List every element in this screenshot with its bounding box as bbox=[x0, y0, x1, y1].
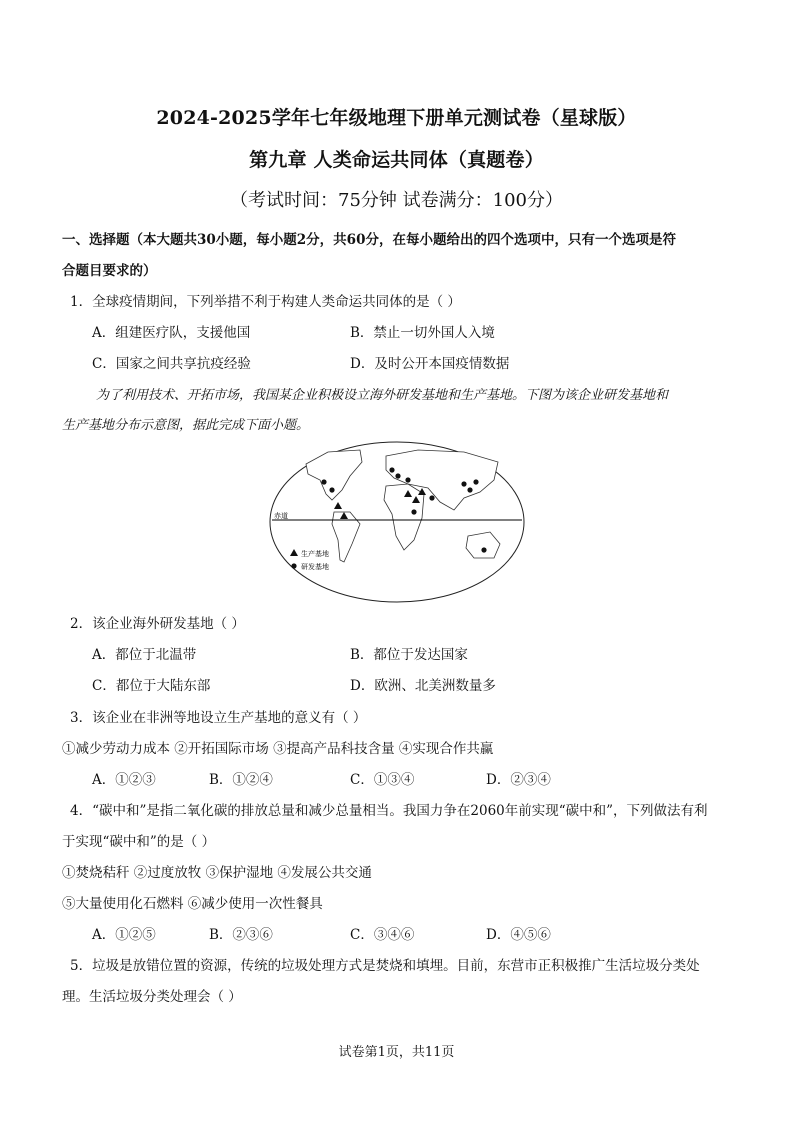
question-4-stem-cont: 于实现“碳中和”的是（ ） bbox=[62, 834, 216, 850]
q1-option-a[interactable]: A．组建医疗队，支援他国 bbox=[92, 325, 251, 341]
q2-option-b[interactable]: B．都位于发达国家 bbox=[350, 647, 468, 663]
q3-option-a[interactable]: A．①②③ bbox=[92, 772, 156, 788]
legend-production-label: 生产基地 bbox=[301, 550, 329, 558]
legend-rd-label: 研发基地 bbox=[301, 563, 329, 571]
question-4-stem: 4．“碳中和”是指二氧化碳的排放总量和减少总量相当。我国力争在2060年前实现“碳中和”，下列做法有利 bbox=[70, 803, 708, 819]
rd-base-marker bbox=[321, 479, 326, 484]
equator-label: 赤道 bbox=[274, 512, 288, 520]
rd-base-marker bbox=[411, 509, 416, 514]
q4-items-line1: ①焚烧秸秆 ②过度放牧 ③保护湿地 ④发展公共交通 bbox=[62, 865, 372, 881]
rd-base-marker bbox=[395, 473, 400, 478]
rd-base-marker bbox=[429, 495, 434, 500]
q2-option-a[interactable]: A．都位于北温带 bbox=[92, 647, 197, 663]
section-heading-cont: 合题目要求的） bbox=[62, 263, 157, 279]
section-heading: 一、选择题（本大题共30小题，每小题2分，共60分，在每小题给出的四个选项中，只有一个选项是符 bbox=[62, 232, 676, 248]
exam-title: 2024-2025学年七年级地理下册单元测试卷（星球版） bbox=[156, 107, 637, 129]
question-5-stem-cont: 理。生活垃圾分类处理会（ ） bbox=[62, 989, 242, 1005]
q2-option-d[interactable]: D．欧洲、北美洲数量多 bbox=[350, 678, 496, 694]
rd-base-marker bbox=[461, 481, 466, 486]
q3-items: ①减少劳动力成本 ②开拓国际市场 ③提高产品科技含量 ④实现合作共赢 bbox=[62, 741, 494, 757]
rd-base-marker bbox=[467, 487, 472, 492]
question-5-stem: 5．垃圾是放错位置的资源，传统的垃圾处理方式是焚烧和填埋。目前，东营市正积极推广生活垃圾分类处 bbox=[70, 958, 700, 974]
rd-base-marker bbox=[405, 477, 410, 482]
q1-option-b[interactable]: B．禁止一切外国人入境 bbox=[350, 325, 495, 341]
question-2-stem: 2．该企业海外研发基地（ ） bbox=[70, 616, 245, 632]
q1-option-c[interactable]: C．国家之间共享抗疫经验 bbox=[92, 356, 251, 372]
q3-option-c[interactable]: C．①③④ bbox=[350, 772, 415, 788]
world-map bbox=[268, 440, 526, 604]
q4-option-a[interactable]: A．①②⑤ bbox=[92, 927, 156, 943]
rd-base-marker bbox=[481, 547, 486, 552]
q3-option-d[interactable]: D．②③④ bbox=[486, 772, 551, 788]
page-footer: 试卷第1页，共11页 bbox=[338, 1045, 455, 1060]
rd-base-marker bbox=[473, 479, 478, 484]
q4-option-c[interactable]: C．③④⑥ bbox=[350, 927, 415, 943]
q3-option-b[interactable]: B．①②④ bbox=[209, 772, 273, 788]
legend-rd-icon bbox=[291, 563, 296, 568]
question-3-stem: 3．该企业在非洲等地设立生产基地的意义有（ ） bbox=[70, 710, 367, 726]
question-1-stem: 1．全球疫情期间，下列举措不利于构建人类命运共同体的是（ ） bbox=[70, 294, 461, 310]
chapter-title: 第九章 人类命运共同体（真题卷） bbox=[249, 149, 544, 171]
q4-option-b[interactable]: B．②③⑥ bbox=[209, 927, 273, 943]
q4-option-d[interactable]: D．④⑤⑥ bbox=[486, 927, 551, 943]
exam-info: （考试时间：75分钟 试卷满分：100分） bbox=[230, 190, 563, 211]
q1-option-d[interactable]: D．及时公开本国疫情数据 bbox=[350, 356, 510, 372]
map-intro: 为了利用技术、开拓市场，我国某企业积极设立海外研发基地和生产基地。下图为该企业研发基地和 bbox=[96, 388, 669, 403]
rd-base-marker bbox=[389, 467, 394, 472]
q2-option-c[interactable]: C．都位于大陆东部 bbox=[92, 678, 211, 694]
q4-items-line2: ⑤大量使用化石燃料 ⑥减少使用一次性餐具 bbox=[62, 896, 323, 912]
rd-base-marker bbox=[329, 487, 334, 492]
map-intro-cont: 生产基地分布示意图，据此完成下面小题。 bbox=[62, 418, 310, 433]
